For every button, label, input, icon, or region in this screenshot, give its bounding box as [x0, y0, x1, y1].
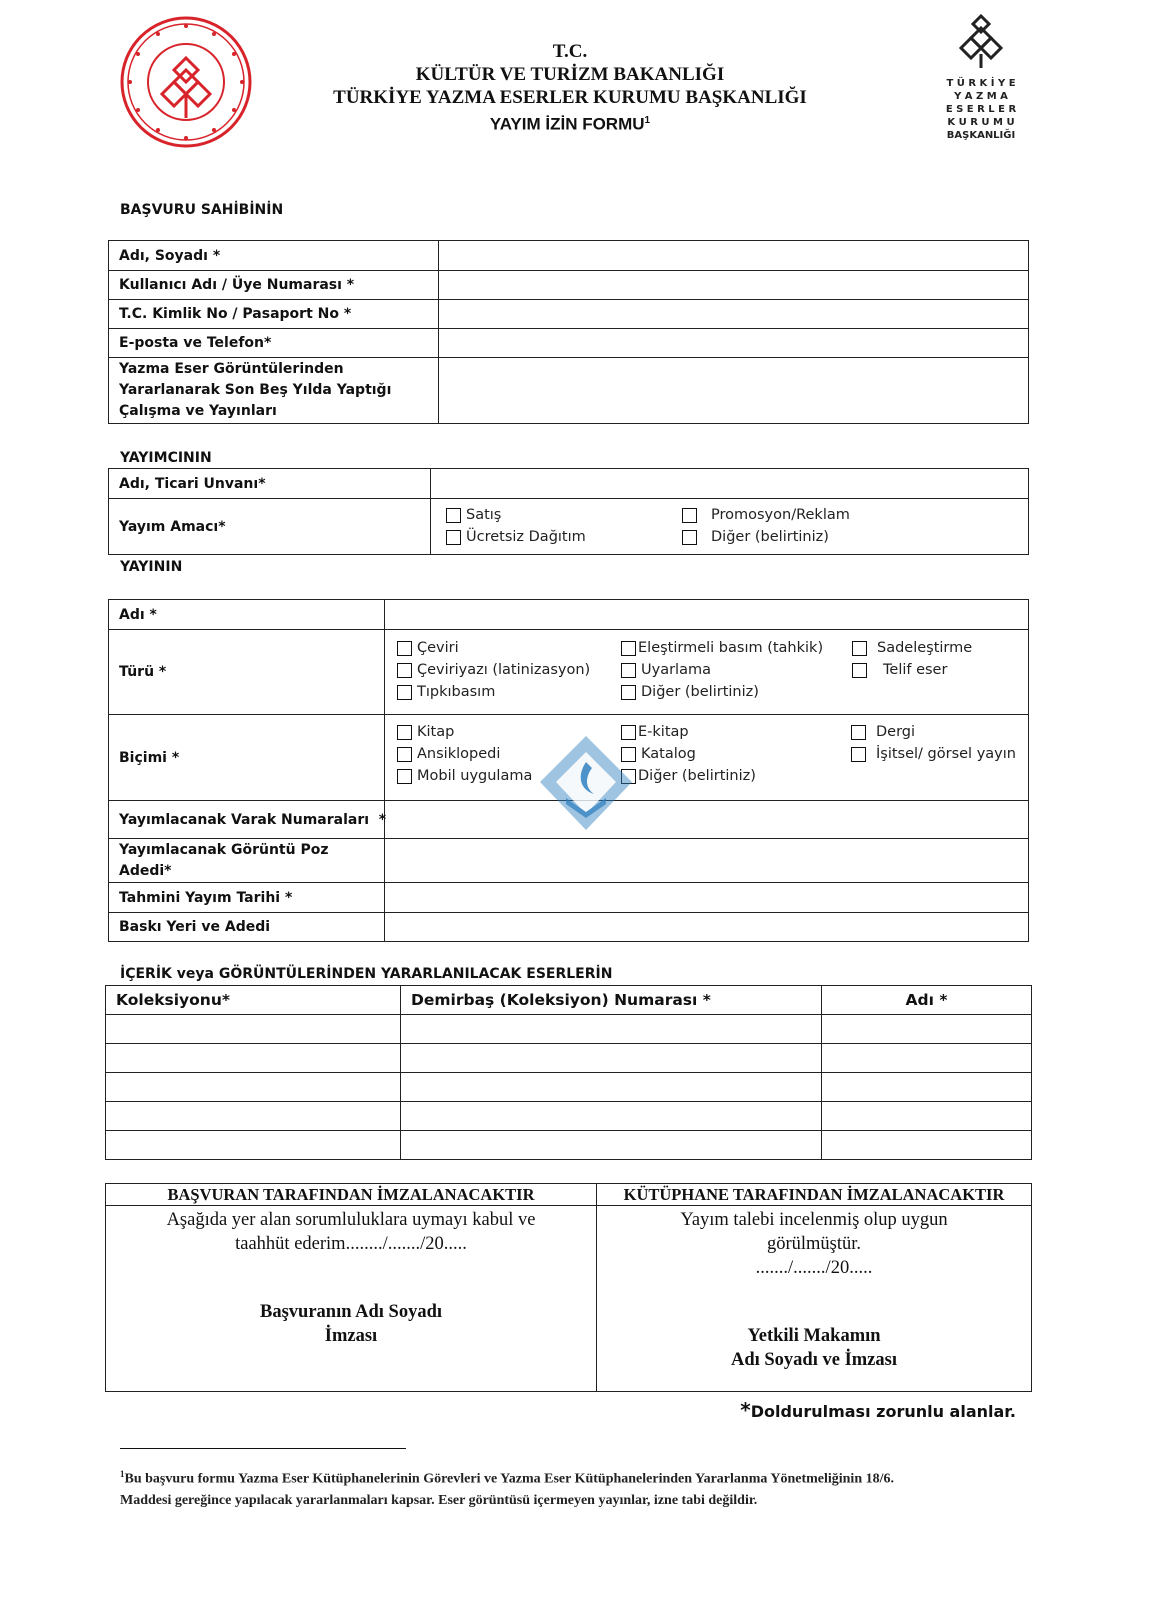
publication-name-label: Adı * [109, 600, 385, 630]
publication-format-label: Biçimi * [109, 715, 385, 801]
publication-image-count-label [109, 839, 385, 883]
knot-icon [936, 12, 1026, 68]
ministry-seal [118, 14, 254, 150]
footnote-marker: 1 [120, 1469, 125, 1479]
works-cell[interactable] [822, 1015, 1032, 1044]
header-line-tc: T.C. [552, 41, 588, 62]
header-institution: TÜRKİYE YAZMA ESERLER KURUMU BAŞKANLIĞI [333, 87, 807, 108]
library-sign-box[interactable] [597, 1206, 1032, 1392]
option-label: Dergi [876, 724, 916, 740]
option-label: Telif eser [883, 662, 948, 678]
publication-folio-field[interactable] [385, 801, 1029, 839]
option-label: Promosyon/Reklam [711, 507, 850, 523]
library-sign-title: KÜTÜPHANE TARAFINDAN İMZALANACAKTIR [597, 1184, 1032, 1206]
library-sign-text: Yayım talebi incelenmiş olup uygun [680, 1210, 948, 1230]
required-fields-note [740, 1398, 1016, 1422]
checkbox[interactable] [682, 530, 697, 545]
library-sign-name [607, 1324, 1021, 1372]
format-option-mobile-app[interactable] [397, 765, 532, 787]
works-cell[interactable] [106, 1073, 401, 1102]
sign-line: İmzası [324, 1326, 378, 1346]
checkbox[interactable] [851, 725, 866, 740]
checkbox[interactable] [446, 530, 461, 545]
checkbox[interactable] [446, 508, 461, 523]
required-star: * [740, 1398, 751, 1422]
type-options-col-2 [621, 637, 823, 703]
format-option-audiovisual[interactable] [851, 743, 1016, 765]
form-title-footnote-ref: 1 [644, 115, 651, 126]
purpose-option-free[interactable] [446, 526, 586, 548]
works-cell[interactable] [401, 1131, 822, 1160]
format-option-journal[interactable] [851, 721, 1016, 743]
applicant-contact-field[interactable] [439, 329, 1029, 358]
type-option-simplification[interactable] [852, 637, 972, 659]
applicant-sign-box[interactable] [106, 1206, 597, 1392]
checkbox[interactable] [621, 685, 636, 700]
type-option-transliteration[interactable] [397, 659, 590, 681]
watermark-logo [536, 732, 636, 836]
checkbox[interactable] [682, 508, 697, 523]
logo-line: K U R U M U [947, 117, 1015, 128]
table-row [106, 1073, 1032, 1102]
applicant-name-label: Adı, Soyadı * [109, 241, 439, 271]
option-label: Ücretsiz Dağıtım [466, 529, 586, 545]
works-cell[interactable] [106, 1015, 401, 1044]
works-cell[interactable] [106, 1044, 401, 1073]
footnote-separator [120, 1448, 406, 1449]
works-cell[interactable] [401, 1015, 822, 1044]
option-label: Katalog [641, 746, 696, 762]
applicant-sign-name [116, 1300, 586, 1348]
logo-line: Y A Z M A [954, 91, 1008, 102]
applicant-sign-text: taahhüt ederim......../......./20..... [235, 1234, 467, 1254]
publication-name-field[interactable] [385, 600, 1029, 630]
applicant-username-label: Kullanıcı Adı / Üye Numarası * [109, 271, 439, 300]
works-cell[interactable] [822, 1102, 1032, 1131]
works-table [105, 985, 1032, 1160]
type-option-translation[interactable] [397, 637, 590, 659]
type-options-col-3 [852, 637, 972, 681]
option-label: Ansiklopedi [417, 746, 501, 762]
applicant-sign-text: Aşağıda yer alan sorumluluklara uymayı kabul ve [166, 1210, 536, 1230]
applicant-contact-label: E-posta ve Telefon* [109, 329, 439, 358]
applicant-section-title: BAŞVURU SAHİBİNİN [120, 202, 284, 218]
footnote-line-1 [120, 1464, 1040, 1490]
option-label: E-kitap [638, 724, 689, 740]
checkbox[interactable] [397, 747, 412, 762]
option-label: Çeviriyazı (latinizasyon) [417, 662, 591, 678]
publication-section-title: YAYININ [120, 559, 183, 575]
option-label: Eleştirmeli basım (tahkik) [638, 640, 824, 656]
works-col-inventory: Demirbaş (Koleksiyon) Numarası * [401, 986, 822, 1015]
applicant-sign-title: BAŞVURAN TARAFINDAN İMZALANACAKTIR [106, 1184, 597, 1206]
option-label: Çeviri [417, 640, 459, 656]
works-cell[interactable] [401, 1073, 822, 1102]
checkbox[interactable] [621, 641, 636, 656]
table-row [106, 1015, 1032, 1044]
format-option-encyclopedia[interactable] [397, 743, 532, 765]
publisher-purpose-label: Yayım Amacı* [109, 499, 431, 555]
applicant-username-field[interactable] [439, 271, 1029, 300]
format-option-other[interactable] [621, 765, 756, 787]
library-sign-text: görülmüştür. [766, 1234, 862, 1254]
works-col-name: Adı * [822, 986, 1032, 1015]
option-label: Uyarlama [641, 662, 711, 678]
works-cell[interactable] [822, 1073, 1032, 1102]
works-col-collection: Koleksiyonu* [106, 986, 401, 1015]
format-options-col-1 [397, 721, 532, 787]
applicant-name-field[interactable] [439, 241, 1029, 271]
type-options-col-1 [397, 637, 590, 703]
footnote [120, 1464, 1040, 1511]
option-label: Sadeleştirme [877, 640, 973, 656]
works-cell[interactable] [822, 1131, 1032, 1160]
header-block [300, 40, 840, 136]
label-line: Yayımlacanak Görüntü Poz [119, 841, 329, 858]
publisher-section-title: YAYIMCININ [120, 450, 212, 466]
checkbox[interactable] [397, 769, 412, 784]
purpose-option-other[interactable] [682, 526, 850, 548]
applicant-works-field[interactable] [439, 358, 1029, 424]
library-sign-text: ......./......./20..... [755, 1258, 873, 1278]
form-title [300, 109, 840, 136]
header-ministry: KÜLTÜR VE TURİZM BAKANLIĞI [415, 64, 725, 85]
type-option-adaptation[interactable] [621, 659, 823, 681]
works-cell[interactable] [106, 1131, 401, 1160]
format-options-col-2 [621, 721, 756, 787]
publication-image-count-field[interactable] [385, 839, 1029, 883]
purpose-options-col-1 [446, 504, 586, 548]
option-label: Diğer (belirtiniz) [711, 529, 829, 545]
sign-line: Başvuranın Adı Soyadı [260, 1302, 442, 1322]
option-label: Diğer (belirtiniz) [638, 768, 756, 784]
option-label: Satış [466, 507, 502, 523]
required-text: Doldurulması zorunlu alanlar. [750, 1402, 1016, 1421]
publication-print-field[interactable] [385, 913, 1029, 942]
form-title-text: YAYIM İZİN FORMU [489, 114, 645, 134]
applicant-id-label: T.C. Kimlik No / Pasaport No * [109, 300, 439, 329]
checkbox[interactable] [397, 641, 412, 656]
publisher-name-field[interactable] [431, 469, 1029, 499]
logo-wordmark [936, 77, 1026, 142]
applicant-works-label-line: Yazma Eser Görüntülerinden [119, 361, 344, 377]
purpose-option-sales[interactable] [446, 504, 586, 526]
logo-line: BAŞKANLIĞI [946, 130, 1016, 141]
option-label: Mobil uygulama [417, 768, 533, 784]
type-option-other[interactable] [621, 681, 823, 703]
format-option-catalog[interactable] [621, 743, 756, 765]
type-option-original[interactable] [852, 659, 972, 681]
option-label: Diğer (belirtiniz) [641, 684, 759, 700]
format-option-ebook[interactable] [621, 721, 756, 743]
type-option-facsimile[interactable] [397, 681, 590, 703]
works-cell[interactable] [106, 1102, 401, 1131]
works-cell[interactable] [401, 1102, 822, 1131]
works-cell[interactable] [822, 1044, 1032, 1073]
applicant-works-label [109, 358, 439, 424]
institution-logo [936, 12, 1026, 142]
checkbox[interactable] [397, 725, 412, 740]
works-cell[interactable] [401, 1044, 822, 1073]
table-row [106, 1044, 1032, 1073]
table-row [106, 1131, 1032, 1160]
purpose-options-col-2 [682, 504, 850, 548]
checkbox[interactable] [851, 747, 866, 762]
applicant-id-field[interactable] [439, 300, 1029, 329]
option-label: Kitap [417, 724, 455, 740]
footnote-text: Bu başvuru formu Yazma Eser Kütüphanelerinin Görevleri ve Yazma Eser Kütüphanelerinden Yararlanma Yönetmeliğinin 18/6. [124, 1471, 895, 1487]
type-option-critical[interactable] [621, 637, 823, 659]
footnote-line-2: Maddesi gereğince yapılacak yararlanmaları kapsar. Eser görüntüsü içermeyen yayınlar, izne tabi değildir. [120, 1492, 758, 1508]
option-label: İşitsel/ görsel yayın [876, 746, 1016, 762]
checkbox[interactable] [852, 641, 867, 656]
format-option-book[interactable] [397, 721, 532, 743]
sign-line: Yetkili Makamın [747, 1326, 881, 1346]
checkbox[interactable] [621, 663, 636, 678]
option-label: Tıpkıbasım [417, 684, 496, 700]
label-line: Adedi* [119, 862, 172, 879]
publication-date-label: Tahmini Yayım Tarihi * [109, 883, 385, 913]
purpose-option-promo[interactable] [682, 504, 850, 526]
applicant-table [108, 240, 1029, 424]
applicant-works-label-line: Yararlanarak Son Beş Yılda Yaptığı [119, 382, 392, 398]
checkbox[interactable] [852, 663, 867, 678]
applicant-works-label-line: Çalışma ve Yayınları [119, 403, 277, 419]
publisher-name-label: Adı, Ticari Unvanı* [109, 469, 431, 499]
publication-date-field[interactable] [385, 883, 1029, 913]
table-row [106, 1102, 1032, 1131]
signature-table [105, 1183, 1032, 1392]
format-options-col-3 [851, 721, 1016, 765]
sign-line: Adı Soyadı ve İmzası [730, 1350, 897, 1370]
works-section-title: İÇERİK veya GÖRÜNTÜLERİNDEN YARARLANILACAK ESERLERİN [120, 966, 613, 982]
checkbox[interactable] [397, 685, 412, 700]
publication-type-label: Türü * [109, 630, 385, 715]
publication-folio-label: Yayımlacanak Varak Numaraları * [109, 801, 385, 839]
logo-line: E S E R L E R [945, 104, 1017, 115]
checkbox[interactable] [397, 663, 412, 678]
publication-print-label: Baskı Yeri ve Adedi [109, 913, 385, 942]
logo-line: T Ü R K İ Y E [946, 78, 1016, 89]
